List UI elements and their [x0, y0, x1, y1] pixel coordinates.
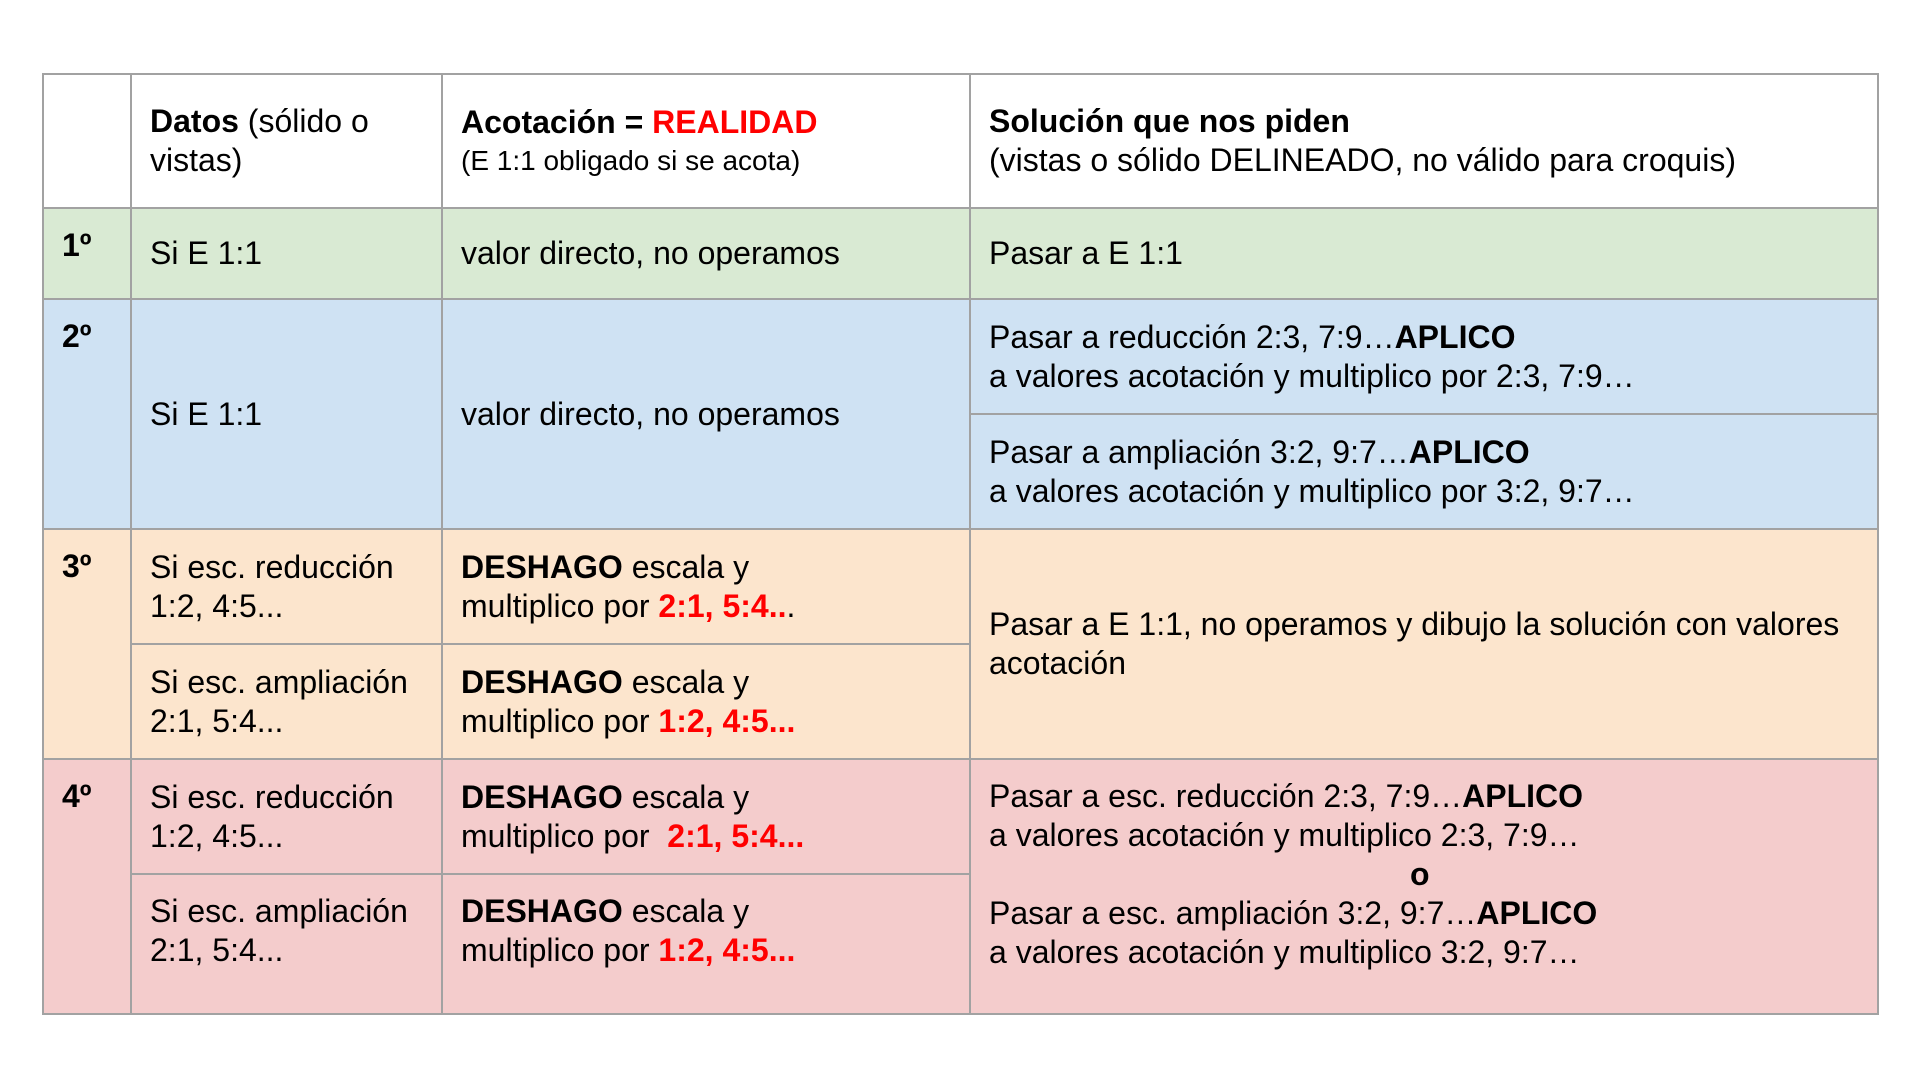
row-3-acotacion-reduccion [441, 528, 971, 645]
solucion-a-line2: a valores acotación y multiplico 2:3, 7:9… [989, 817, 1580, 853]
solucion-reduccion-line2: a valores acotación y multiplico por 2:3, 7:9… [989, 357, 1635, 394]
row-4-datos-ampliacion [130, 873, 443, 1015]
acotacion-line1: DESHAGO escala y [461, 663, 750, 700]
row-4-label: 4º [42, 758, 132, 1015]
row-3-datos-ampliacion [130, 643, 443, 760]
row-2-solucion-reduccion [969, 298, 1879, 415]
row-3-acotacion-ampliacion [441, 643, 971, 760]
datos-line2: 1:2, 4:5... [150, 587, 284, 624]
solucion-b-line1: Pasar a esc. ampliación 3:2, 9:7…APLICO [989, 895, 1598, 931]
header-cell-acotacion [441, 73, 971, 209]
datos-line2: 1:2, 4:5... [150, 817, 284, 854]
solucion-ampliacion-line1: Pasar a ampliación 3:2, 9:7…APLICO [989, 433, 1530, 470]
row-4-solucion [969, 758, 1879, 1015]
row-3-datos-reduccion [130, 528, 443, 645]
row-2-label: 2º [42, 298, 132, 530]
solucion-ampliacion-line2: a valores acotación y multiplico por 3:2, 9:7… [989, 472, 1635, 509]
header-cell-solucion [969, 73, 1879, 209]
row-3-solucion [969, 528, 1879, 760]
solucion-or: o [1410, 856, 1430, 892]
datos-line1: Si esc. ampliación [150, 663, 408, 700]
header-solucion-subtitle: (vistas o sólido DELINEADO, no válido para croquis) [989, 142, 1736, 178]
solucion-b-line2: a valores acotación y multiplico 3:2, 9:7… [989, 934, 1580, 970]
solucion-reduccion-line1: Pasar a reducción 2:3, 7:9…APLICO [989, 318, 1516, 355]
header-datos-text: Datos (sólido o vistas) [150, 103, 369, 178]
datos-line1: Si esc. reducción [150, 778, 394, 815]
row-1-acotacion: valor directo, no operamos [441, 207, 971, 300]
header-cell-empty [42, 73, 132, 209]
solucion-a-line1: Pasar a esc. reducción 2:3, 7:9…APLICO [989, 778, 1584, 814]
row-2-datos: Si E 1:1 [130, 298, 443, 530]
row-2-acotacion: valor directo, no operamos [441, 298, 971, 530]
row-3-label: 3º [42, 528, 132, 760]
row-4-acotacion-ampliacion [441, 873, 971, 1015]
acotacion-line1: DESHAGO escala y [461, 778, 750, 815]
solucion-text: Pasar a E 1:1, no operamos y dibujo la solución con valores acotación [989, 606, 1840, 681]
acotacion-line2: multiplico por 1:2, 4:5... [461, 932, 796, 968]
acotacion-line2: multiplico por 2:1, 5:4... [461, 587, 796, 624]
row-4-datos-reduccion [130, 758, 443, 875]
header-acotacion-title: Acotación = REALIDAD [461, 103, 818, 140]
header-cell-datos [130, 73, 443, 209]
datos-line2: 2:1, 5:4... [150, 932, 284, 968]
acotacion-line2: multiplico por 2:1, 5:4... [461, 817, 805, 854]
acotacion-line2: multiplico por 1:2, 4:5... [461, 702, 796, 739]
acotacion-line1: DESHAGO escala y [461, 548, 750, 585]
row-1-label: 1º [42, 207, 132, 300]
datos-line2: 2:1, 5:4... [150, 702, 284, 739]
row-1-datos: Si E 1:1 [130, 207, 443, 300]
datos-line1: Si esc. reducción [150, 548, 394, 585]
row-4-acotacion-reduccion [441, 758, 971, 875]
header-solucion-title: Solución que nos piden [989, 103, 1350, 139]
row-1-solucion: Pasar a E 1:1 [969, 207, 1879, 300]
datos-line1: Si esc. ampliación [150, 893, 408, 929]
row-2-solucion-ampliacion [969, 413, 1879, 530]
header-acotacion-subtitle: (E 1:1 obligado si se acota) [461, 144, 801, 176]
acotacion-line1: DESHAGO escala y [461, 893, 750, 929]
